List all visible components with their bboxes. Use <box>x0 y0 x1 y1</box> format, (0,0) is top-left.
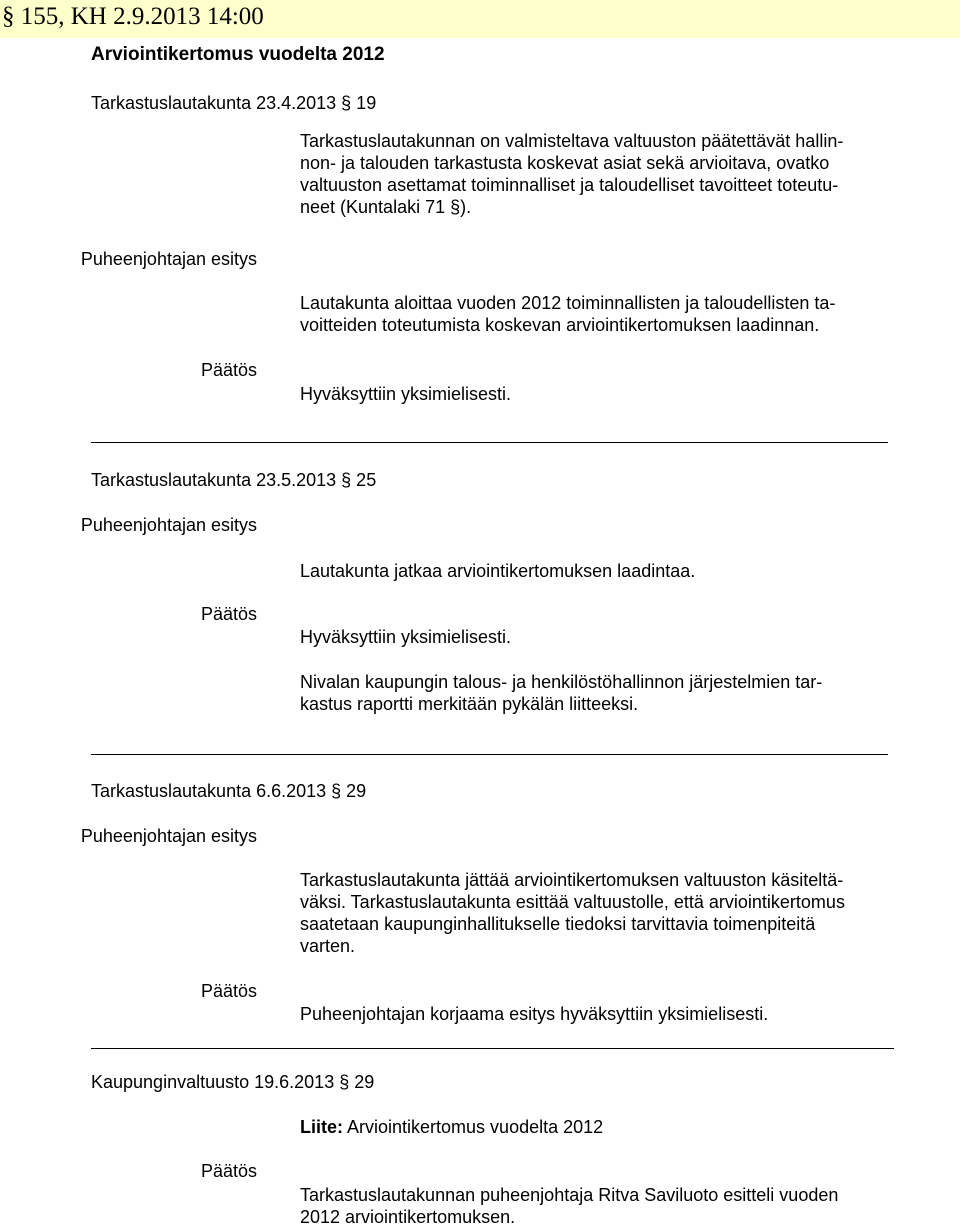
section1-intro-line: Tarkastuslautakunnan on valmisteltava valtuuston päätettävät hallin- <box>300 131 844 151</box>
section4-decision <box>300 1184 900 1228</box>
section1-intro-line: non- ja talouden tarkastusta koskevat asiat sekä arvioitava, ovatko <box>300 153 830 173</box>
section1-intro-line: neet (Kuntalaki 71 §). <box>300 197 472 217</box>
section4-decision-line: 2012 arviointikertomuksen. <box>300 1207 516 1227</box>
section-header-title: § 155, KH 2.9.2013 14:00 <box>2 3 264 30</box>
section3-proposal-line: Tarkastuslautakunta jättää arviointikertomuksen valtuuston käsiteltä- <box>300 870 844 890</box>
section2-decision-label: Päätös <box>200 604 257 624</box>
section4-decision-label: Päätös <box>200 1161 257 1181</box>
section2-heading: Tarkastuslautakunta 23.5.2013 § 25 <box>91 470 377 490</box>
section1-heading: Tarkastuslautakunta 23.4.2013 § 19 <box>91 93 377 113</box>
section4-decision-line: Tarkastuslautakunnan puheenjohtaja Ritva Saviluoto esitteli vuoden <box>300 1185 839 1205</box>
section4-attachment <box>300 1116 603 1138</box>
section1-intro <box>300 130 900 218</box>
section3-heading: Tarkastuslautakunta 6.6.2013 § 29 <box>91 781 367 801</box>
section1-proposal-line: voitteiden toteutumista koskevan arviointikertomuksen laadinnan. <box>300 315 820 335</box>
section3-proposal-line: varten. <box>300 936 356 956</box>
section1-decision-text: Hyväksyttiin yksimielisesti. <box>300 384 512 404</box>
section2-decision-text: Hyväksyttiin yksimielisesti. <box>300 627 512 647</box>
divider <box>91 442 888 443</box>
section1-decision-label: Päätös <box>200 360 257 380</box>
section2-note-line: kastus raportti merkitään pykälän liitteeksi. <box>300 694 639 714</box>
attachment-label: Liite: <box>300 1117 343 1137</box>
section3-proposal-label: Puheenjohtajan esitys <box>80 826 257 846</box>
section1-intro-line: valtuuston asettamat toiminnalliset ja taloudelliset tavoitteet toteutu- <box>300 175 839 195</box>
section2-proposal-text: Lautakunta jatkaa arviointikertomuksen laadintaa. <box>300 561 696 581</box>
section2-note <box>300 671 900 715</box>
section4-heading: Kaupunginvaltuusto 19.6.2013 § 29 <box>91 1072 375 1092</box>
section1-proposal-line: Lautakunta aloittaa vuoden 2012 toiminnallisten ja taloudellisten ta- <box>300 293 836 313</box>
divider <box>91 754 888 755</box>
section2-note-line: Nivalan kaupungin talous- ja henkilöstöhallinnon järjestelmien tar- <box>300 672 823 692</box>
section3-proposal-line: saatetaan kaupunginhallitukselle tiedoksi tarvittavia toimenpiteitä <box>300 914 816 934</box>
section3-proposal-line: väksi. Tarkastuslautakunta esittää valtuustolle, että arviointikertomus <box>300 892 845 912</box>
section1-proposal <box>300 292 900 336</box>
section2-proposal-label: Puheenjohtajan esitys <box>80 515 257 535</box>
attachment-text: Arviointikertomus vuodelta 2012 <box>347 1117 604 1137</box>
section1-proposal-label: Puheenjohtajan esitys <box>80 249 257 269</box>
section3-proposal <box>300 869 900 957</box>
document-title: Arviointikertomus vuodelta 2012 <box>91 44 385 65</box>
section3-decision-label: Päätös <box>200 981 257 1001</box>
divider <box>91 1048 894 1049</box>
section3-decision-text: Puheenjohtajan korjaama esitys hyväksyttiin yksimielisesti. <box>300 1004 769 1024</box>
